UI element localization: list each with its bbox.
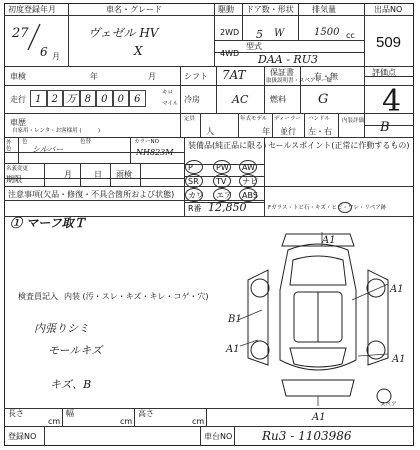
circle-mark	[185, 188, 203, 202]
name-change-day: 日	[94, 170, 102, 179]
rule	[110, 163, 111, 186]
circle-mark	[239, 160, 257, 174]
chassis-label: 車台NO	[204, 432, 233, 441]
rule	[264, 66, 265, 113]
rule	[4, 163, 184, 164]
sales-point-options: Fガラス・トビ石・キズ・ヒビ・ワレ・リペア跡	[268, 205, 387, 211]
warranty-label: 保証書	[270, 68, 294, 77]
color-label: 色	[22, 139, 28, 145]
mileage-label: 走行	[10, 95, 26, 104]
equipment-item: TV	[216, 177, 227, 186]
damage-mark: A1	[226, 344, 240, 355]
mile-label: マイル	[162, 101, 179, 107]
equipment-item: ナビ	[242, 177, 258, 186]
mileage-digit: 1	[30, 90, 47, 107]
usage-options: 自家用・レンタ・お客様用 ( )	[12, 128, 101, 134]
rule	[140, 163, 141, 186]
handle-label: ハンドル	[308, 116, 331, 122]
shaken-year-unit: 年	[90, 72, 98, 81]
equipment-item: PW	[216, 163, 229, 172]
year-model-unit: 年	[262, 127, 270, 136]
mileage-digit: 0	[96, 90, 113, 107]
usage-label: 車歴	[10, 118, 26, 127]
rule	[300, 66, 301, 113]
rule	[234, 426, 235, 446]
equipment-item: カワ	[188, 191, 204, 200]
rule	[130, 137, 131, 163]
circle-mark	[185, 174, 203, 188]
reg-no-label: 登録NO	[8, 432, 37, 441]
r-key-value: 12,850	[208, 201, 247, 214]
warranty-value: 有・無	[314, 72, 338, 81]
rule	[4, 426, 414, 427]
equipment-item: エア	[216, 191, 232, 200]
equipment-item: ABS	[242, 191, 258, 200]
first-reg-label: 初度登録年月	[8, 5, 56, 14]
exterior-label: 外色	[6, 140, 12, 152]
length-unit: cm	[48, 417, 61, 426]
lot-number: 509	[376, 34, 402, 51]
rule	[200, 426, 201, 446]
inspector-note-2: モールキズ	[48, 344, 103, 357]
rule	[4, 15, 414, 16]
rainy-label: 雨検	[116, 170, 132, 179]
damage-mark: B1	[228, 314, 242, 325]
eval-label: 評価点	[372, 68, 396, 77]
color-code-label: カラーNO	[134, 139, 159, 145]
shift-label: シフト	[184, 72, 208, 81]
ac-value: AC	[232, 93, 249, 106]
color-value: シルバー	[32, 145, 64, 154]
equipment-item: AW	[242, 163, 255, 172]
capacity-label: 定員	[184, 116, 196, 122]
handle-value: 左・右	[308, 127, 332, 136]
rule	[44, 163, 45, 186]
km-label: キロ	[162, 90, 174, 96]
interior-label: 内装評価	[342, 118, 365, 124]
damage-mark: A1	[390, 284, 404, 295]
rule	[4, 186, 414, 187]
model: DAA - RU3	[258, 53, 318, 66]
equipment-item: SR	[188, 177, 199, 186]
rule	[238, 113, 239, 137]
first-reg-year: 27	[12, 26, 29, 41]
model-label: 型式	[246, 42, 262, 51]
rule	[44, 426, 45, 446]
rule	[4, 66, 414, 67]
inspector-note-3: キズ、B	[50, 378, 92, 391]
rule	[272, 113, 273, 137]
drive-label: 駆動	[218, 5, 234, 14]
month-unit: 月	[52, 52, 60, 61]
dealer-label: ディーラー	[274, 116, 302, 122]
fuel-value: G	[318, 92, 329, 107]
inspector-note-1: 内張りシミ	[34, 322, 89, 335]
mileage-digit: 8	[80, 90, 97, 107]
rule	[180, 66, 181, 137]
rule	[200, 113, 201, 137]
damage-mark: A1	[312, 412, 326, 423]
rule	[4, 113, 414, 114]
year-model-label: 年式モデル	[240, 116, 268, 122]
mileage-digit: 0	[113, 90, 130, 107]
rule	[214, 3, 215, 66]
circle-mark	[338, 202, 352, 213]
capacity-unit: 人	[206, 127, 214, 136]
lot-label: 出品NO	[374, 5, 403, 14]
name-change-label: 名義変更	[6, 166, 29, 172]
length-label: 長さ	[8, 409, 24, 418]
drive-2wd: 2WD	[220, 28, 240, 37]
circle-mark	[213, 160, 231, 174]
circle-mark	[239, 188, 257, 202]
grade: X	[134, 44, 143, 58]
shaken-month-unit: 月	[148, 72, 156, 81]
doors: 5	[256, 28, 263, 41]
car-diagram	[238, 230, 398, 410]
rule	[338, 113, 339, 137]
rule	[62, 408, 63, 426]
rule	[364, 3, 365, 137]
fuel-label: 燃料	[270, 95, 286, 104]
name-change-label-2: 期限	[6, 175, 22, 184]
rule	[242, 3, 243, 40]
height-label: 高さ	[138, 409, 154, 418]
damage-mark: A1	[392, 354, 406, 365]
inspector-label: 検査員記入	[18, 292, 58, 301]
mileage-digit: 6	[129, 90, 146, 107]
interior-value: B	[380, 120, 390, 135]
rule	[298, 3, 299, 40]
sales-point-title: セールスポイント(正常に作動するもの)	[268, 141, 410, 150]
damage-mark: A1	[322, 235, 336, 246]
displacement: 1500	[314, 27, 340, 38]
notes-entry-1: ① マーフ取Ｔ	[10, 216, 86, 230]
displacement-label: 排気量	[312, 5, 336, 14]
rule	[216, 66, 217, 113]
circle-mark	[213, 174, 231, 188]
chassis-value: Ru3 - 1103986	[262, 429, 352, 443]
rule	[304, 113, 305, 137]
height-unit: cm	[192, 417, 205, 426]
shaken-label: 車検	[10, 72, 26, 81]
notes-label: 注意事項(欠品・修復・不具合箇所および状態)	[8, 190, 175, 199]
doors-shape-label: ドア数・形状	[246, 5, 294, 14]
drive-4wd: 4WD	[220, 49, 240, 58]
rule	[18, 137, 19, 163]
equipment-item: P	[188, 163, 193, 172]
circle-mark	[213, 188, 231, 202]
color-no-label: 色替	[80, 139, 92, 145]
spare-label: スペア	[380, 402, 397, 408]
rule	[206, 408, 207, 426]
rule	[4, 85, 414, 86]
r-key-label: R番	[188, 204, 202, 213]
cc-unit: cc	[346, 31, 355, 40]
ac-label: 冷房	[184, 95, 200, 104]
name-grade-label: 車名・グレード	[106, 5, 162, 14]
mileage-digit: 万	[63, 90, 80, 107]
width-label: 幅	[66, 409, 74, 418]
rule	[184, 137, 185, 216]
first-reg-month: 6	[40, 45, 48, 59]
name-change-month: 月	[64, 170, 72, 179]
mileage-digit: 2	[47, 90, 64, 107]
shape: W	[274, 28, 285, 39]
circle-mark	[185, 160, 203, 174]
color-code: NH823M	[136, 148, 174, 157]
inspector-categories: 内装 (汚・スレ・キズ・キレ・コゲ・穴)	[64, 292, 209, 301]
width-unit: cm	[120, 417, 133, 426]
shift-value: 7AT	[222, 68, 246, 82]
car-name: ヴェゼル HV	[88, 26, 159, 40]
rule	[4, 137, 414, 138]
eval-score: 4	[382, 84, 402, 119]
circle-mark	[239, 174, 257, 188]
rule	[214, 40, 364, 41]
dealer-sub: 並行	[280, 127, 296, 136]
rule	[68, 3, 69, 66]
rule	[80, 163, 81, 186]
equipment-title: 装備品(純正品に限る)	[188, 141, 267, 150]
rule	[134, 408, 135, 426]
warranty-sub: 取扱説明書・スペアキー類	[266, 78, 332, 84]
